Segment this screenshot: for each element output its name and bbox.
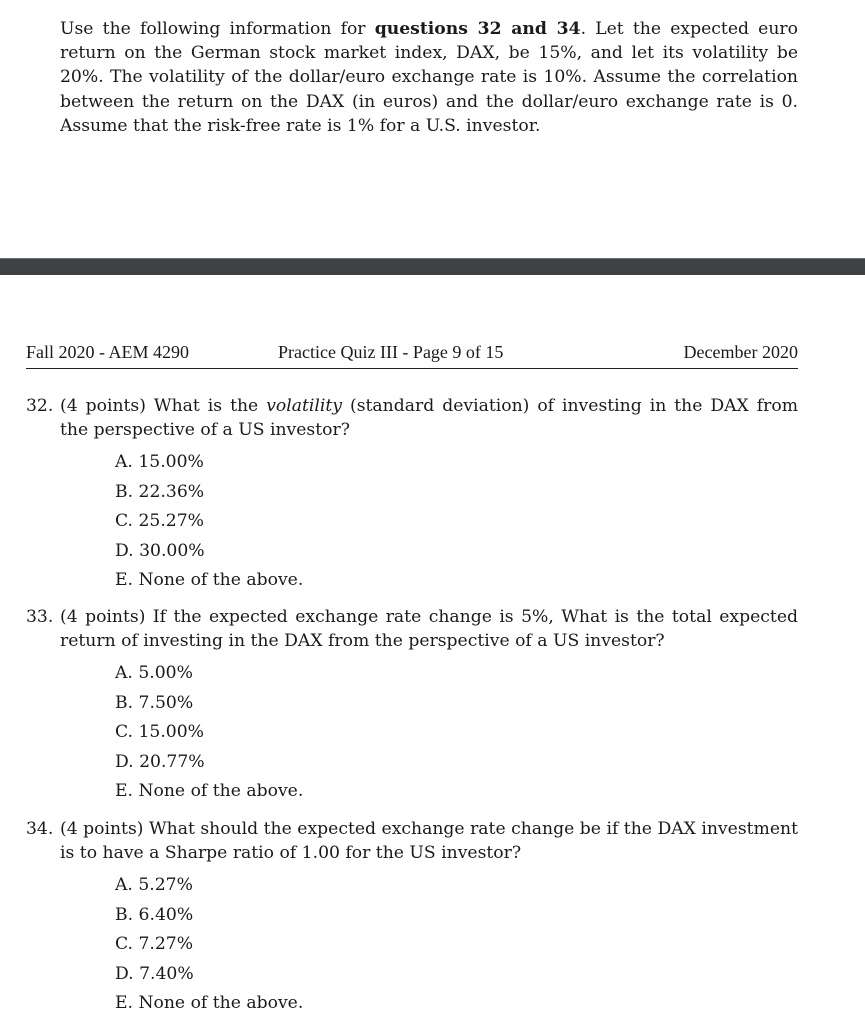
question-number: 32.: [26, 396, 54, 416]
option-b: B. 6.40%: [115, 904, 194, 925]
header-course: Fall 2020 - AEM 4290: [26, 342, 190, 362]
option-a: A. 15.00%: [115, 452, 204, 472]
page-separator: [0, 258, 865, 275]
question-text: [60, 394, 798, 442]
option-d: D. 7.40%: [115, 963, 194, 984]
intro-text-start: Use the following information for: [60, 19, 375, 39]
question-text: (4 points) If the expected exchange rate change is 5%, What is the total expected return of investing in the DAX from the perspective of a US investor?: [60, 607, 798, 651]
question-number: 33.: [26, 607, 54, 627]
option-e: E. None of the above.: [115, 993, 304, 1014]
page-header: [26, 342, 798, 369]
question-text-start: (4 points) What is the: [60, 396, 267, 416]
option-b: B. 7.50%: [115, 692, 194, 713]
option-e: E. None of the above.: [115, 570, 304, 591]
option-c: C. 7.27%: [115, 934, 194, 955]
answer-options: [26, 448, 798, 596]
answer-options: [26, 871, 798, 1019]
option-c: C. 25.27%: [115, 511, 205, 532]
question-italic-term: volatility: [266, 396, 343, 416]
option-c: C. 15.00%: [115, 722, 205, 743]
answer-options: [26, 659, 798, 807]
option-d: D. 30.00%: [115, 540, 205, 561]
intro-bold-questions: questions 32 and 34: [374, 19, 581, 39]
header-date: December 2020: [683, 342, 798, 362]
option-a: A. 5.00%: [115, 663, 193, 683]
question-33: [26, 605, 798, 807]
question-text-end: (standard deviation) of investing in the DAX from the perspective of a US investor?: [60, 396, 798, 440]
question-34: [26, 817, 798, 1019]
question-32: [26, 394, 798, 596]
option-b: B. 22.36%: [115, 481, 205, 502]
shared-info-paragraph: [60, 17, 798, 138]
option-d: D. 20.77%: [115, 751, 205, 772]
intro-text-rest: . Let the expected euro return on the German stock market index, DAX, be 15%, and let its volatility be 20%. The volatility of the dollar/euro exchange rate is 10%. Assume the correlation between the return on the DAX (in euros) and the dollar/euro exchange rate is 0. Assume that the risk-free rate is 1% for a U.S. investor.: [60, 19, 798, 136]
header-page-info: Practice Quiz III - Page 9 of 15: [278, 342, 504, 362]
option-a: A. 5.27%: [115, 875, 193, 895]
question-number: 34.: [26, 819, 54, 839]
option-e: E. None of the above.: [115, 781, 304, 802]
question-text: (4 points) What should the expected exchange rate change be if the DAX investment is to have a Sharpe ratio of 1.00 for the US investor?: [60, 819, 798, 863]
